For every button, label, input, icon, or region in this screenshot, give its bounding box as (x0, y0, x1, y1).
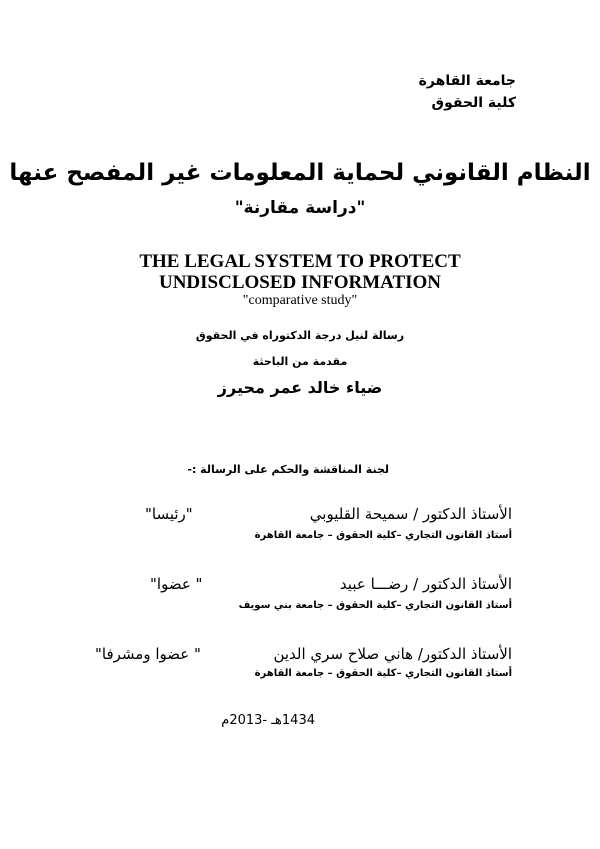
author-name: ضياء خالد عمر محيرز (217, 378, 383, 397)
committee-member-affiliation: أستاذ القانون التجاري –كلية الحقوق – جامعة القاهرة (254, 668, 512, 679)
arabic-title: النظام القانوني لحماية المعلومات غير المفصح عنها (9, 160, 591, 186)
arabic-subtitle: "دراسة مقارنة" (234, 198, 366, 218)
english-title-line1: THE LEGAL SYSTEM TO PROTECT (139, 251, 461, 272)
committee-member-name: الأستاذ الدكتور / رضـــا عبيد (339, 575, 512, 593)
university-name: جامعة القاهرة (418, 73, 516, 89)
english-subtitle: "comparative study" (242, 293, 358, 308)
degree-line: رسالة لنيل درجة الدكتوراه في الحقوق (195, 329, 405, 342)
committee-member-role: " عضوا ومشرفا" (95, 645, 201, 663)
committee-member-role: " عضوا" (150, 575, 203, 593)
presented-by: مقدمة من الباحثة (252, 355, 348, 368)
committee-member-role: "رئيسا" (145, 505, 193, 523)
committee-member-affiliation: أستاذ القانون التجاري –كلية الحقوق – جامعة بني سويف (238, 600, 512, 611)
english-title-line2: UNDISCLOSED INFORMATION (158, 272, 442, 293)
committee-member-name: الأستاذ الدكتور / سميحة القليوبي (309, 505, 512, 523)
faculty-name: كلية الحقوق (431, 95, 516, 111)
committee-member-affiliation: أستاذ القانون التجاري –كلية الحقوق – جامعة القاهرة (254, 530, 512, 541)
date: 1434هـ -2013م (221, 713, 315, 728)
committee-member-name: الأستاذ الدكتور/ هاني صلاح سري الدين (273, 645, 512, 663)
committee-heading: لجنة المناقشة والحكم على الرسالة :- (187, 463, 389, 476)
